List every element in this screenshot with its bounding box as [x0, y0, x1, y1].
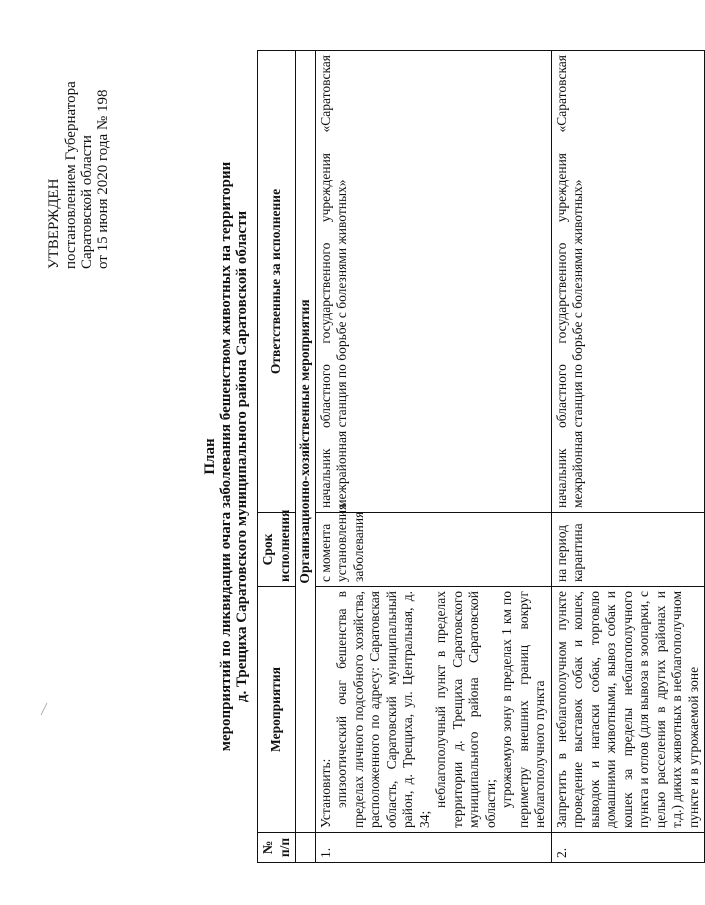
title-subject: мероприятий по ликвидации очага заболевания бешенством животных на территории [218, 161, 234, 752]
title-plan: План [202, 438, 218, 475]
row-number: 1. [315, 833, 551, 863]
approval-stamp [46, 59, 111, 269]
measure-paragraph: неблагополучный пункт в пределах территории д. Трещиха Саратовского муниципального района Саратовской области; [433, 591, 498, 828]
section-row [296, 51, 316, 863]
row-responsible: начальник областного государственного учреждения «Саратовская межрайонная станция по борьбе с болезнями животных» [551, 51, 705, 513]
rotated-sheet [42, 50, 701, 863]
approval-heading: УТВЕРЖДЕН [46, 178, 62, 269]
table-row [551, 51, 705, 863]
section-title: Организационно-хозяйственные мероприятия [296, 51, 316, 833]
approval-line: постановлением Губернатора [63, 81, 79, 269]
row-term: на период карантина [551, 513, 705, 587]
measure-intro: Установить: [317, 758, 333, 828]
title-location: д. Трещиха Саратовского муниципального района Саратовской области [234, 210, 250, 703]
approval-line: Саратовской области [79, 135, 95, 269]
header-responsible: Ответственные за исполнение [258, 51, 296, 513]
measure-paragraph: угрожаемую зону в пределах 1 км по периметру внешних границ вокруг неблагополучного пункта [499, 591, 547, 828]
table-row [315, 51, 551, 863]
measures-table [257, 50, 705, 863]
header-measures: Мероприятия [258, 587, 296, 833]
row-measure: Запретить в неблагополучном пункте проведение выставок собак и кошек, выводок и натаски собак, торговлю домашними животными, вывоз собак и кошек за пределы неблагополучного пункта и отлов (для вывоза в зоопарки, с целью расселения в других районах и т.д.) диких животных в неблагополучном пункте и в угрожаемой зоне [551, 587, 705, 833]
scan-mark [40, 702, 48, 716]
row-number: 2. [551, 833, 705, 863]
table-header-row [258, 51, 296, 863]
measure-paragraph: эпизоотический очаг бешенства в пределах личного подсобного хозяйства, расположенного по адресу: Саратовская область, Саратовский муниципальный район, д. Трещиха, ул. Центральная, д. 34; [334, 591, 432, 828]
approval-date-line: от 15 июня 2020 года № 198 [95, 89, 111, 269]
row-term: с момента установления заболевания [315, 513, 551, 587]
header-number: № п/п [258, 833, 296, 863]
header-term: Срок исполнения [258, 513, 296, 587]
row-responsible: начальник областного государственного учреждения «Саратовская межрайонная станция по борьбе с болезнями животных» [315, 51, 551, 513]
row-measure [315, 587, 551, 833]
document-title [202, 50, 250, 863]
